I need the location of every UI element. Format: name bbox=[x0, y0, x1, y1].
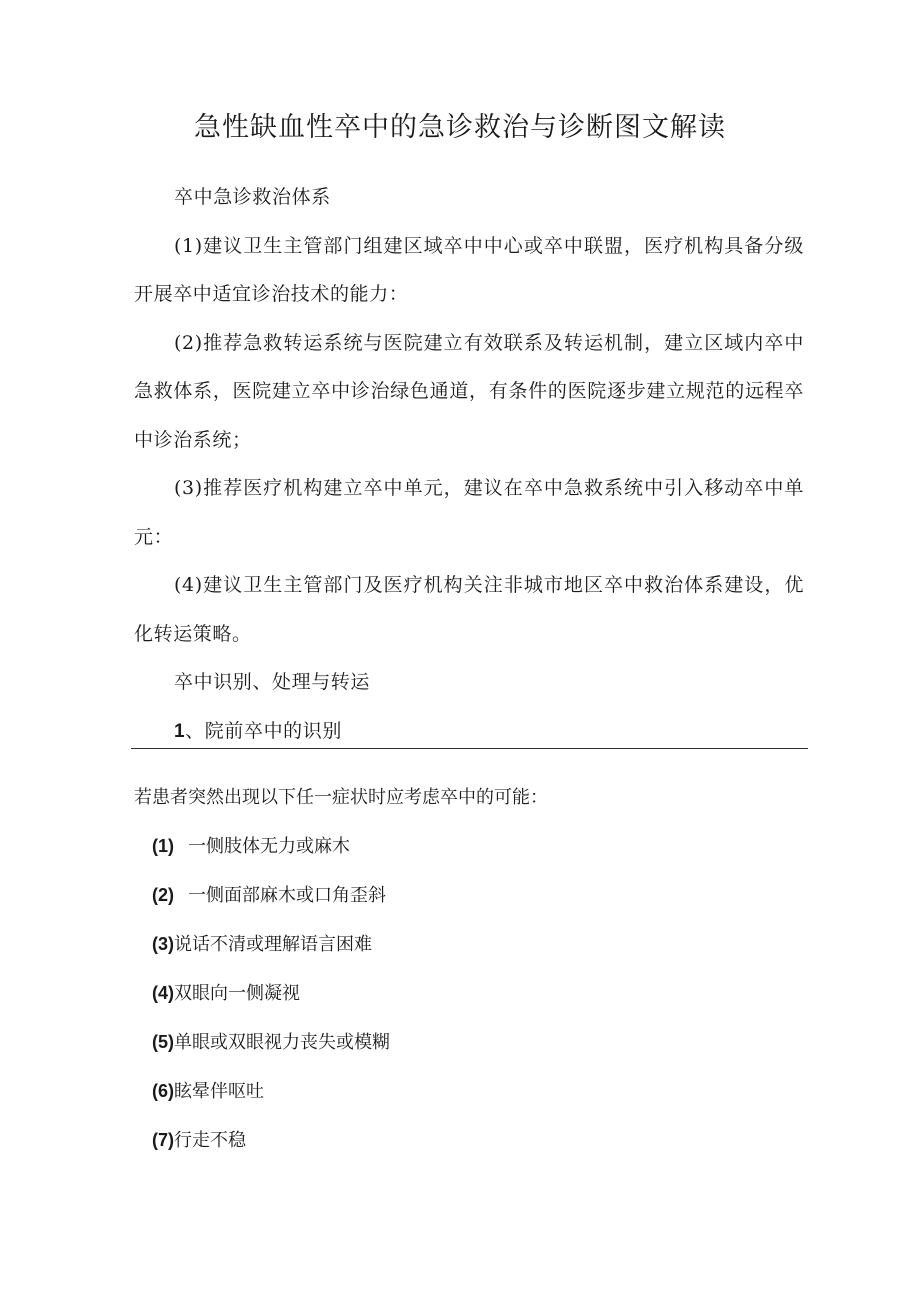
paragraph-item-2: (2)推荐急救转运系统与医院建立有效联系及转运机制，建立区域内卒中急救体系，医院建立卒中诊治绿色通道，有条件的医院逐步建立规范的远程卒中诊治系统； bbox=[134, 331, 804, 451]
document-title: 急性缺血性卒中的急诊救治与诊断图文解读 bbox=[194, 112, 726, 143]
subheading-text: 、院前卒中的识别 bbox=[185, 719, 342, 742]
symptom-item bbox=[134, 1067, 804, 1116]
symptom-lead-text: 若患者突然出现以下任一症状时应考虑卒中的可能： bbox=[134, 787, 548, 808]
symptom-text: 眩晕伴呕吐 bbox=[174, 1081, 264, 1102]
subheading-number: 1 bbox=[174, 720, 186, 742]
symptom-item bbox=[134, 1116, 804, 1165]
symptom-item bbox=[134, 1018, 804, 1067]
symptom-text: 行走不稳 bbox=[174, 1130, 246, 1151]
section-heading-recognition: 卒中识别、处理与转运 bbox=[174, 671, 371, 693]
symptom-text: 双眼向一侧凝视 bbox=[174, 983, 300, 1004]
paragraph-item-4: (4)建议卫生主管部门及医疗机构关注非城市地区卒中救治体系建设，优化转运策略。 bbox=[134, 574, 804, 645]
symptom-number: (1) bbox=[152, 836, 174, 856]
symptom-text: 一侧面部麻木或口角歪斜 bbox=[188, 885, 386, 906]
paragraph-item-3: (3)推荐医疗机构建立卒中单元，建议在卒中急救系统中引入移动卒中单元： bbox=[134, 477, 804, 548]
symptom-number: (5) bbox=[152, 1032, 174, 1052]
section-heading-emergency-system: 卒中急诊救治体系 bbox=[174, 186, 331, 208]
symptom-number: (3) bbox=[152, 934, 174, 954]
symptom-number: (2) bbox=[152, 885, 174, 905]
symptom-item bbox=[134, 920, 804, 969]
symptom-text: 单眼或双眼视力丧失或模糊 bbox=[174, 1032, 390, 1053]
section-divider bbox=[131, 748, 808, 749]
emergency-system-section bbox=[134, 173, 804, 756]
symptom-number: (6) bbox=[152, 1081, 174, 1101]
symptom-text: 一侧肢体无力或麻木 bbox=[188, 836, 350, 857]
symptom-item bbox=[134, 871, 804, 920]
symptom-list bbox=[134, 773, 804, 1165]
paragraph-item-1: (1)建议卫生主管部门组建区域卒中中心或卒中联盟，医疗机构具备分级开展卒中适宜诊治技术的能力： bbox=[134, 234, 804, 305]
symptom-item bbox=[134, 969, 804, 1018]
symptom-number: (7) bbox=[152, 1130, 174, 1150]
symptom-number: (4) bbox=[152, 983, 174, 1003]
symptom-item bbox=[134, 822, 804, 871]
symptom-text: 说话不清或理解语言困难 bbox=[174, 934, 372, 955]
